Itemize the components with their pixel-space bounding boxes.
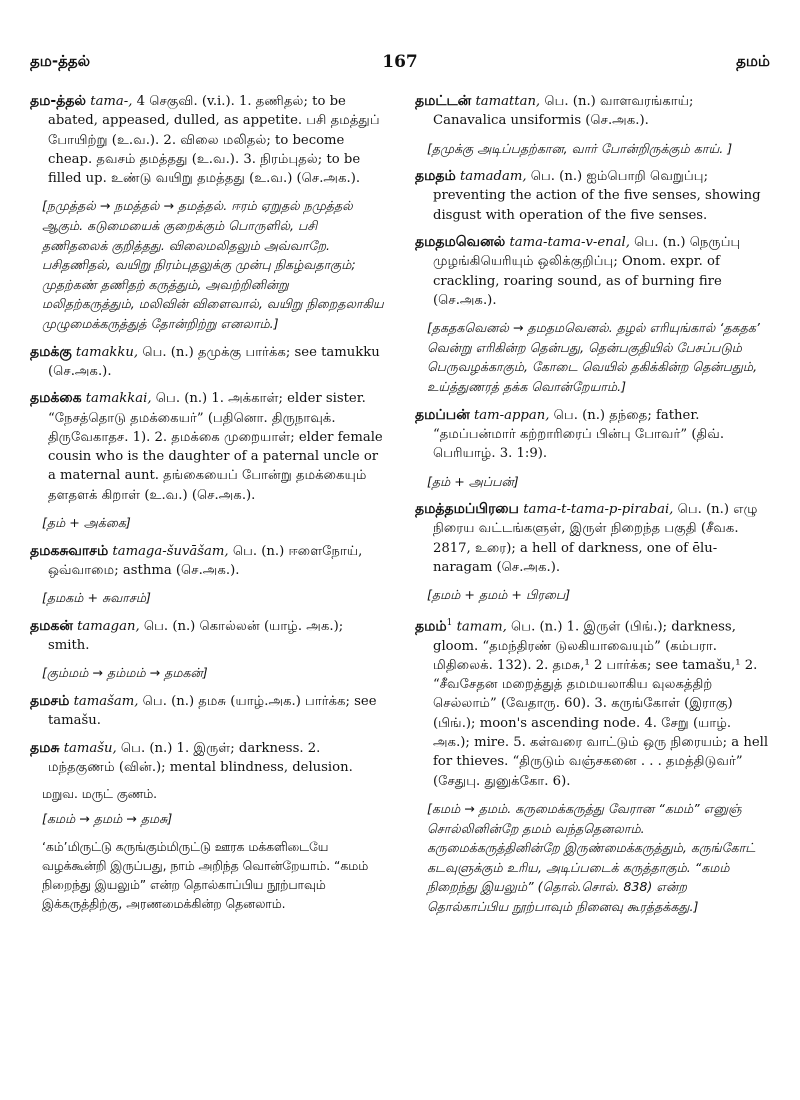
headword: தமசம் [30,692,70,709]
running-head-left: தம-த்தல் [30,52,91,70]
etymology-note: [கமம் → தமம் → தமசு] [42,811,173,827]
etymology-note: [தகதகவெனல் → தமதமவெனல். தழல் எரியுங்கால் ‘தகதக’ வென்று எரிகின்ற தென்பது, தென்பகுதியில் பேசப்படும் பெருவழக்காகும், கோடை வெயில் தகிக்கின்ற தென்பதும், உய்த்துணரத் தக்க வொன்றேயாம்.] [427,320,760,395]
dictionary-entry [415,500,770,577]
left-column [30,92,385,919]
entry-definition: பெ. (n.) ஐம்பொறி வெறுப்பு; preventing the action of the five senses, showing disgust with operation of the five senses. [433,169,761,223]
headword: தமதம் [415,168,456,185]
dictionary-entry [415,167,770,225]
transliteration: tamadam, [459,169,527,185]
dictionary-entry [30,692,385,731]
entry-definition: பெ. (n.) 1. அக்காள்; elder sister. “நேசத்தொடு தமக்கையர்” (பதினொ. திருநாவுக். திருவேகாதச. 1). 2. தமக்கை முறையாள்; elder female cousin who is the daughter of a paternal uncle or a maternal aunt. தங்கையைப் போன்று தமக்கையும் தளதளக் கிறாள் (உ.வ.) (செ.அக.). [48,391,383,503]
homonym-number: 1 [446,617,453,628]
headword: தம-த்தல் [30,93,87,109]
synonym-note: மறுவ. மருட் குணம். [42,787,158,802]
dictionary-entry [415,233,770,310]
etymology-note: [தமம் + தமம் + பிரபை] [427,587,571,603]
transliteration: tamašu, [63,740,117,756]
entry-definition: பெ. (n.) வாளவரங்காய்; Canavalica unsiformis (செ.அக.). [433,94,694,129]
etymology-note: [கும்மம் → தம்மம் → தமகன்] [42,665,208,681]
headword: தமப்பன் [415,406,470,423]
entry-definition: பெ. (n.) எழு நிரைய வட்டங்களுள், இருள் நிறைந்த பகுதி (சீவக. 2817, உரை); a hell of darkness, one of ēlu-naragam (செ.அக.). [433,502,758,576]
headword: தமகசுவாசம் [30,542,109,559]
transliteration: tama-t-tama-p-pirabai, [523,502,674,518]
headword: தமத்தமப்பிரபை [415,501,519,518]
headword: தமகன் [30,617,73,634]
entry-definition: பெ. (n.) 1. இருள் (பிங்.); darkness, gloom. “தமந்திரண் டுலகியாவையும்” (கம்பரா. மிதிலைக். 132). 2. தமசு,¹ 2 பார்க்க; see tamašu,¹ 2. “சீவசேதன மறைத்துத் தமமயலாகிய வுலகத்திற் செல்லாம்” (வேதாரு. 60). 3. கருங்கோள் (இராகு) (பிங்.); moon's ascending node. 4. சேறு (யாழ். அக.); mire. 5. கள்வரை வாட்டும் ஒரு நிரையம்; a hell for thieves. “திருடும் வஞ்சகனை . . . தமத்திடுவர்” (சேதுபு. துனுக்கோ. 6). [433,619,769,789]
transliteration: tamam, [456,619,507,635]
dictionary-entry [30,343,385,382]
right-column [415,92,770,926]
etymology-note: [தமுக்கு அடிப்பதற்கான, வார் போன்றிருக்கும் காய். ] [427,140,733,156]
dictionary-entry [30,739,385,778]
headword: தமட்டன் [415,93,472,109]
entry-definition: பெ. (n.) ஈளைநோய், ஒவ்வாமை; asthma (செ.அக.). [48,543,363,578]
etymology-note: [தம் + அப்பன்] [427,473,519,489]
dictionary-entry [30,92,385,188]
transliteration: tama-tama-v-enal, [509,235,630,251]
dictionary-entry [415,92,770,131]
entry-definition: to be abated, appeased, dulled, as appetite. பசி தமத்துப் போயிற்று (உ.வ.). 2. விலை மலிதல்; to become cheap. தவசம் தமத்தது (உ.வ.). 3. நிரம்புதல்; to be filled up. உண்டு வயிறு தமத்தது (உ.வ.) (செ.அக.). [48,94,380,187]
headword: தமக்கு [30,343,72,360]
dictionary-entry [415,614,770,791]
transliteration: tamašam, [73,693,139,709]
commentary-note: ‘கம்’மிருட்டு கருங்கும்மிருட்டு ஊரக மக்களிடையே வழக்கூன்றி இருப்பது, நாம் அறிந்த வொன்றேயாம். “கமம் நிறைந்து இயலும்” என்ற தொல்காப்பிய நூற்பாவும் இக்கருத்திற்கு, அரணமைக்கின்ற தெனலாம். [42,839,369,911]
headword: தமதமவெனல் [415,234,506,251]
transliteration: tam-appan, [474,407,550,423]
dictionary-entry [30,617,385,656]
transliteration: tamattan, [475,94,541,109]
headword: தமசு [30,739,60,756]
etymology-note: [கமம் → தமம். கருமைக்கருத்து வேரான “கமம்” எனுஞ் சொல்லினின்றே தமம் வந்ததெனலாம். கருமைக்கருத்தினின்றே இருண்மைக்கருத்தும், கருங்கோட் கடவுளுக்கும் உரிய, அடிப்படைக் கருத்தாகும். “கமம் நிறைந்து இயலும்” (தொல்.சொல். 838) என்ற தொல்காப்பிய நூற்பாவும் நினைவு கூரத்தக்கது.] [427,800,756,914]
etymology-note: [தமகம் + சுவாசம்] [42,590,151,606]
entry-definition: பெ. (n.) தந்தை; father. “தமப்பன்மார் கற்றாரிரைப் பின்பு போவர்” (திவ். பெரியாழ். 3. 1:9). [433,407,725,462]
headword: தமக்கை [30,390,82,407]
transliteration: tamakkai, [85,391,152,407]
running-head-right: தமம் [736,52,770,70]
page-number: 167 [382,52,418,72]
entry-definition: பெ. (n.) தமசு (யாழ்.அக.) பார்க்க; see tamašu. [48,693,377,729]
grammar-tag: 4 செகுவி. (v.i.). 1. தணிதல்; [136,94,308,109]
dictionary-entry [30,389,385,505]
dictionary-entry [30,542,385,581]
etymology-note: [நமுத்தல் → நமத்தல் → தமத்தல். ஈரம் ஏறுதல் நமுத்தல் ஆகும். கடுமையைக் குறைக்கும் பொருளில், பசி தணிதலைக் குறித்தது. விலைமலிதலும் அவ்வாறே. பசிதணிதல், வயிறு நிரம்புதலுக்கு முன்பு நிகழ்வதாகும்; முதற்கண் தணிதற் கருத்தும், அவற்றினின்று மலிதற்கருத்தும், மலிவின் விளைவால், வயிறு நிறைதலாகிய முழுமைக்கருத்துத் தோன்றிற்று எனலாம்.] [42,198,384,332]
etymology-note: [தம் + அக்கை] [42,515,131,531]
transliteration: tama-, [90,94,133,109]
page-header [30,52,770,82]
entry-definition: பெ. (n.) கொல்லன் (யாழ். அக.); smith. [48,618,344,654]
entry-definition: பெ. (n.) 1. இருள்; darkness. 2. மந்தகுணம் (வின்.); mental blindness, delusion. [48,740,353,775]
entry-definition: பெ. (n.) தமுக்கு பார்க்க; see tamukku (செ.அக.). [48,344,380,379]
headword: தமம் [415,618,447,635]
transliteration: tamagan, [77,618,140,634]
transliteration: tamaga-šuvāšam, [112,543,229,559]
dictionary-entry [415,406,770,464]
transliteration: tamakku, [75,344,139,360]
entry-definition: பெ. (n.) நெருப்பு முழங்கியெரியும் ஒலிக்குறிப்பு; Onom. expr. of crackling, roaring sound, as of burning fire (செ.அக.). [433,235,741,308]
